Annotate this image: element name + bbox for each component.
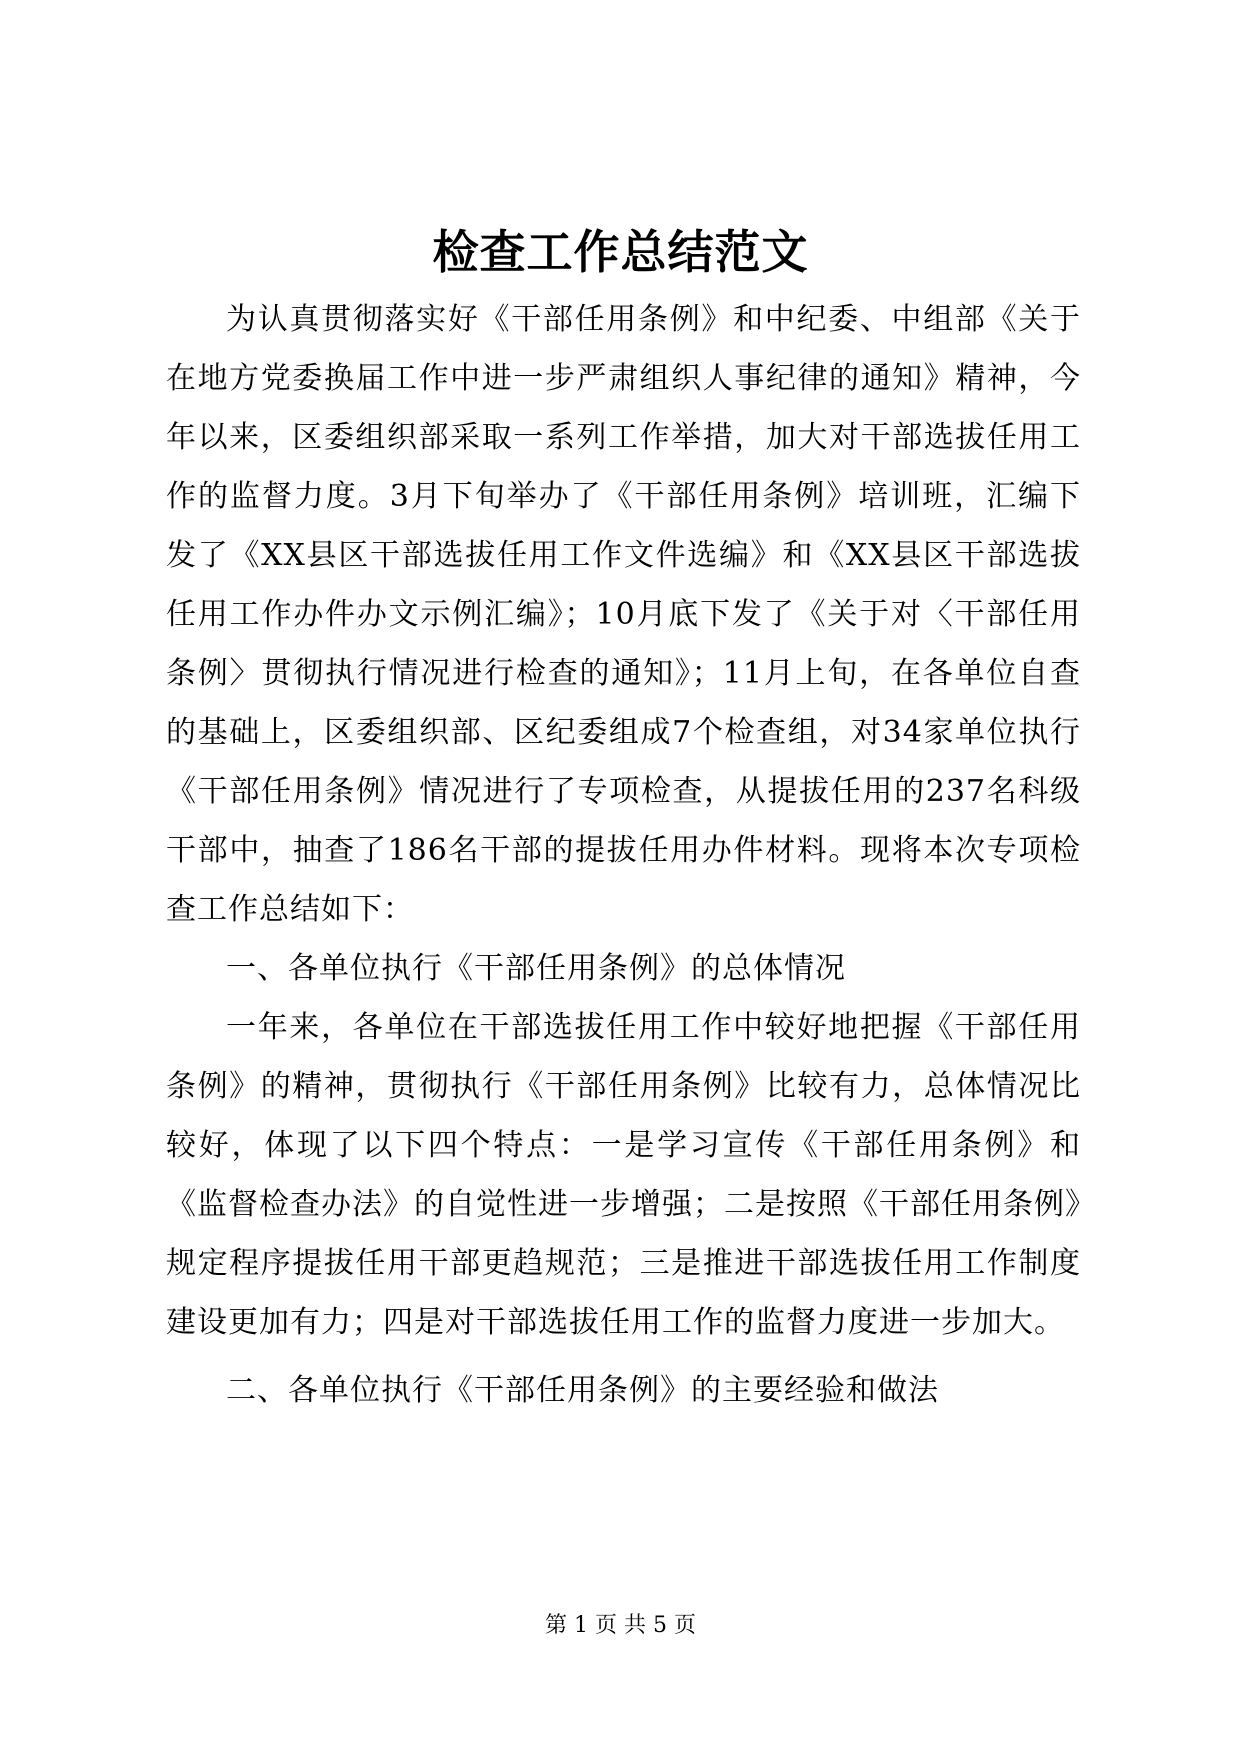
paragraph-intro: 为认真贯彻落实好《干部任用条例》和中纪委、中组部《关于在地方党委换届工作中进一步严肃组织人事纪律的通知》精神，今年以来，区委组织部采取一系列工作举措，加大对干部选拔任用工作的监督力度。3月下旬举办了《干部任用条例》培训班，汇编下发了《XX县区干部选拔任用工作文件选编》和《XX县区干部选拔任用工作办件办文示例汇编》；10月底下发了《关于对〈干部任用条例〉贯彻执行情况进行检查的通知》；11月上旬，在各单位自查的基础上，区委组织部、区纪委组成7个检查组，对34家单位执行《干部任用条例》情况进行了专项检查，从提拔任用的237名科级干部中，抽查了186名干部的提拔任用办件材料。现将本次专项检查工作总结如下： <box>166 302 1081 927</box>
paragraph-overall-situation: 一年来，各单位在干部选拔任用工作中较好地把握《干部任用条例》的精神，贯彻执行《干部任用条例》比较有力，总体情况比较好，体现了以下四个特点：一是学习宣传《干部任用条例》和《监督检查办法》的自觉性进一步增强；二是按照《干部任用条例》规定程序提拔任用干部更趋规范；三是推进干部选拔任用工作制度建设更加有力；四是对干部选拔任用工作的监督力度进一步加大。 <box>166 1010 1081 1340</box>
section-heading-2: 二、各单位执行《干部任用条例》的主要经验和做法 <box>226 1373 939 1408</box>
document-title: 检查工作总结范文 <box>432 225 809 279</box>
section-heading-1: 一、各单位执行《干部任用条例》的总体情况 <box>226 951 846 986</box>
document-body <box>166 290 1081 1420</box>
page-footer: 第 1 页 共 5 页 <box>545 1613 696 1638</box>
